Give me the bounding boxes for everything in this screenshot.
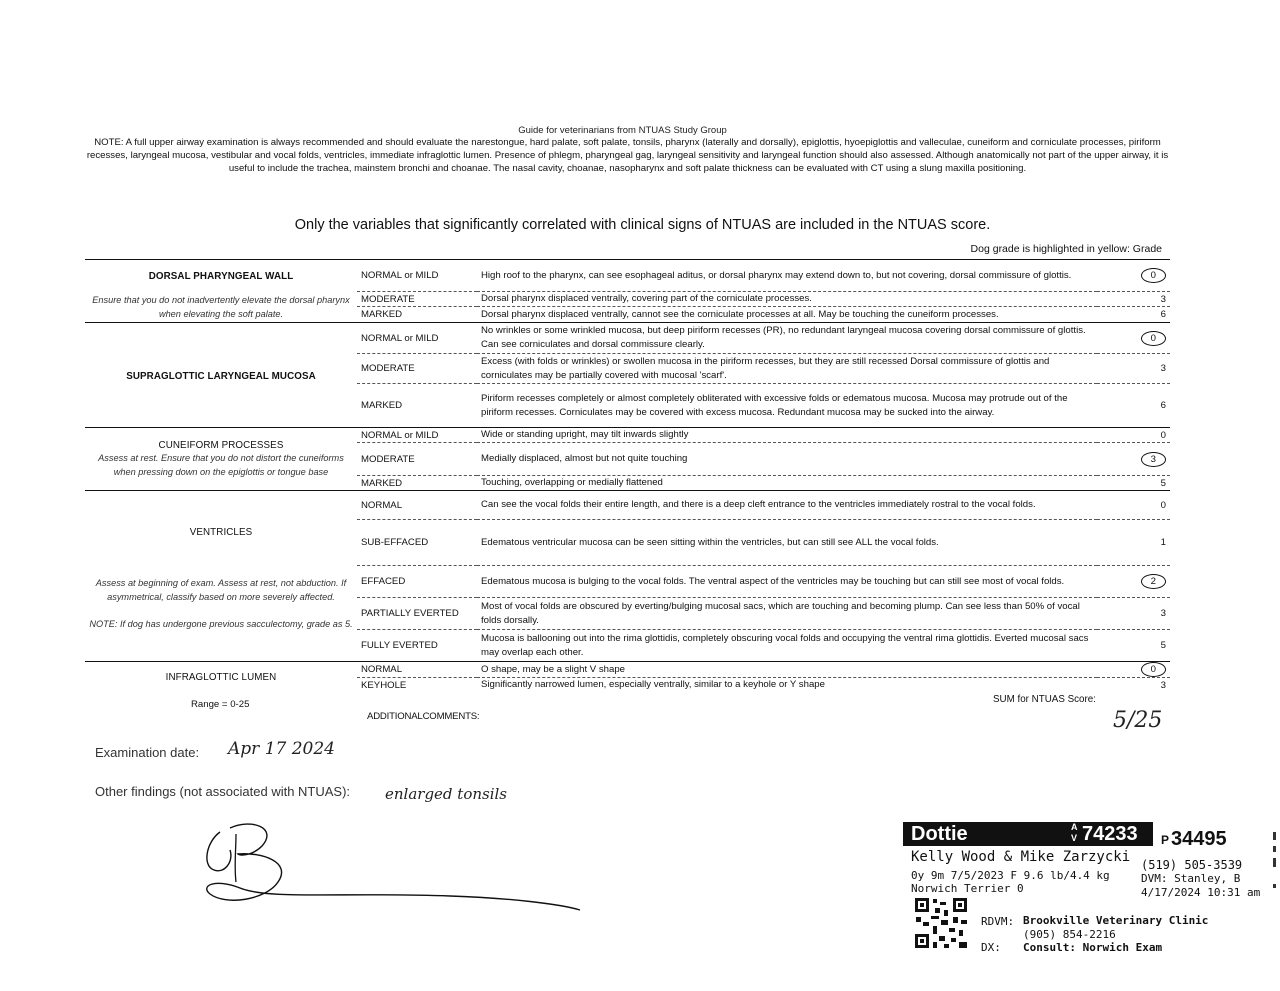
patient-label [903, 822, 1261, 962]
grade-value [1097, 260, 1170, 292]
owner-names: Kelly Wood & Mike Zarzycki [911, 849, 1131, 865]
account-marker-v: V [1071, 833, 1078, 843]
rdvm-clinic: Brookville Veterinary Clinic [1023, 914, 1209, 927]
table-row [85, 428, 1170, 443]
exam-date-value: Apr 17 2024 [228, 739, 335, 759]
attending-dvm: DVM: Stanley, B [1141, 872, 1241, 885]
severity-label: NORMAL or MILD [357, 323, 477, 354]
row-description: Piriform recesses completely or almost completely obliterated with excessive folds or edematous mucosa. Mucosa may protrude out of the piriform recesses. Corniculates may be covered with excess mucosa. Redundant mucosa may be sucked into the airway. [477, 384, 1097, 428]
row-description: Dorsal pharynx displaced ventrally, cannot see the corniculate processes at all. May be touching the cuneiform processes. [477, 307, 1097, 323]
account-number: 74233 [1082, 823, 1138, 845]
signature [200, 820, 590, 915]
row-description: No wrinkles or some wrinkled mucosa, but deep piriform recesses (PR), no redundant laryngeal mucosa covering dorsal commissure of glottis. Can see corniculates and dorsal commissure clearly. [477, 323, 1097, 354]
grade-value [1097, 443, 1170, 476]
row-description: Wide or standing upright, may tilt inwards slightly [477, 428, 1097, 443]
owner-phone: (519) 505-3539 [1141, 858, 1243, 872]
section-title: VENTRICLES [189, 527, 253, 538]
grade-value [1097, 566, 1170, 598]
section-title: DORSAL PHARYNGEAL WALL [148, 270, 294, 282]
patient-name: Dottie [911, 823, 968, 845]
severity-label: MARKED [357, 307, 477, 323]
grade-value: 3 [1097, 598, 1170, 630]
row-description: Most of vocal folds are obscured by everting/bulging mucosal sacs, which are touching and becoming plump. Can see less than 50% of vocal folds dorsally. [477, 598, 1097, 630]
section-title: CUNEIFORM PROCESSES [158, 439, 284, 451]
severity-label: SUB-EFFACED [357, 520, 477, 566]
severity-label: PARTIALLY EVERTED [357, 598, 477, 630]
grade-value: 6 [1097, 307, 1170, 323]
sum-score-value: 5/25 [1113, 708, 1163, 733]
ntuas-score-table [85, 259, 1170, 692]
consult-reason: Consult: Norwich Exam [1023, 941, 1163, 954]
age-dob-sex-weight: 0y 9m 7/5/2023 F 9.6 lb/4.4 kg [911, 869, 1110, 882]
circled-grade: 0 [1141, 331, 1166, 346]
severity-label: NORMAL [357, 491, 477, 520]
section-supraglottic-laryngeal-mucosa [85, 323, 357, 428]
circled-grade: 0 [1141, 268, 1166, 283]
severity-label: MODERATE [357, 443, 477, 476]
row-description: Excess (with folds or wrinkles) or swollen mucosa in the piriform recesses, but they are still recessed Dorsal commissure of glottis and corniculates may be partially covered with mucosal 'scarf'. [477, 354, 1097, 384]
row-description: Touching, overlapping or medially flattened [477, 476, 1097, 491]
severity-label: NORMAL or MILD [357, 428, 477, 443]
breed: Norwich Terrier 0 [911, 882, 1024, 895]
row-description: Significantly narrowed lumen, especially ventrally, similar to a keyhole or Y shape [477, 678, 1097, 693]
row-description: High roof to the pharynx, can see esophageal aditus, or dorsal pharynx may extend down to, but not covering, dorsal commissure of glottis. [477, 260, 1097, 292]
section-title: INFRAGLOTTIC LUMEN [165, 671, 277, 683]
row-description: Medially displaced, almost but not quite touching [477, 443, 1097, 476]
guide-title: Guide for veterinarians from NTUAS Study Group [518, 125, 727, 136]
table-row [85, 260, 1170, 292]
sum-score-label: SUM for NTUAS Score: [993, 694, 1096, 705]
section-dorsal-pharyngeal-wall [85, 260, 357, 323]
severity-label: NORMAL [357, 662, 477, 678]
row-description: O shape, may be a slight V shape [477, 662, 1097, 678]
section-note: Ensure that you do not inadvertently elevate the dorsal pharynx when elevating the soft palate. [92, 294, 350, 319]
table-row [85, 491, 1170, 520]
section-note: Assess at beginning of exam. Assess at rest, not abduction. If asymmetrical, classify based on more severely affected. [95, 578, 347, 602]
circled-grade: 3 [1141, 452, 1166, 467]
grade-value: 0 [1097, 491, 1170, 520]
edge-mark [1272, 832, 1278, 892]
rdvm-phone: (905) 854-2216 [1023, 928, 1116, 941]
exam-note: NOTE: A full upper airway examination is always recommended and should evaluate the narestongue, hard palate, soft palate, tonsils, pharynx (laterally and dorsally), epiglottis, hyoepiglottis and valleculae, cuneiform and corniculate processes, piriform recesses, laryngeal mucosa, vestibular and vocal folds, ventricles, immediate infraglottic lumen. Presence of phlegm, pharyngeal gag, laryngeal sensitivity and laryngeal function should also assessed. Although anatomically not part of the upper airway, it is useful to include the trachea, mainstem bronchi and choanae. The nasal cavity, choanae, nasopharynx and soft palate thickness can be evaluated with CT using a slung maxilla positioning. [86, 137, 1169, 174]
row-description: Dorsal pharynx displaced ventrally, covering part of the corniculate processes. [477, 292, 1097, 307]
grade-value [1097, 662, 1170, 678]
grade-value: 6 [1097, 384, 1170, 428]
dx-label: DX: [981, 941, 1001, 954]
severity-label: NORMAL or MILD [357, 260, 477, 292]
severity-label: MARKED [357, 384, 477, 428]
other-findings-value: enlarged tonsils [385, 785, 508, 803]
grade-value: 0 [1097, 428, 1170, 443]
grade-value: 5 [1097, 630, 1170, 662]
circled-grade: 0 [1141, 662, 1166, 677]
severity-label: KEYHOLE [357, 678, 477, 693]
other-findings-label: Other findings (not associated with NTUAS): [95, 784, 351, 799]
grade-value: 3 [1097, 354, 1170, 384]
grade-value: 3 [1097, 292, 1170, 307]
grade-column-header: Dog grade is highlighted in yellow: Grade [970, 243, 1162, 255]
qr-code [913, 896, 969, 950]
additional-comments-label: ADDITIONALCOMMENTS: [367, 711, 480, 722]
visit-datetime: 4/17/2024 10:31 am [1141, 886, 1261, 899]
section-note: Assess at rest. Ensure that you do not distort the cuneiforms when pressing down on the epiglottis or tongue base [98, 452, 344, 477]
severity-label: MARKED [357, 476, 477, 491]
patient-id: 34495 [1171, 828, 1227, 850]
table-row [85, 323, 1170, 354]
grade-value: 1 [1097, 520, 1170, 566]
section-note-sacculectomy: NOTE: If dog has undergone previous sacculectomy, grade as 5. [89, 619, 353, 629]
section-infraglottic-lumen [85, 662, 357, 693]
severity-label: MODERATE [357, 354, 477, 384]
account-marker-a: A [1071, 822, 1078, 832]
section-ventricles [85, 491, 357, 662]
score-variables-statement: Only the variables that significantly correlated with clinical signs of NTUAS are included in the NTUAS score. [294, 217, 991, 233]
section-cuneiform-processes [85, 428, 357, 491]
section-title: SUPRAGLOTTIC LARYNGEAL MUCOSA [126, 371, 316, 382]
patient-id-prefix: P [1161, 833, 1170, 847]
row-description: Edematous mucosa is bulging to the vocal folds. The ventral aspect of the ventricles may be touching but can still see most of vocal folds. [477, 566, 1097, 598]
grade-value [1097, 323, 1170, 354]
row-description: Edematous ventricular mucosa can be seen sitting within the ventricles, but can still see ALL the vocal folds. [477, 520, 1097, 566]
grade-value: 5 [1097, 476, 1170, 491]
row-description: Can see the vocal folds their entire length, and there is a deep cleft entrance to the ventricles immediately rostral to the vocal folds. [477, 491, 1097, 520]
score-range: Range = 0-25 [191, 699, 250, 710]
exam-date-label: Examination date: [95, 745, 200, 760]
circled-grade: 2 [1141, 574, 1166, 589]
severity-label: FULLY EVERTED [357, 630, 477, 662]
grade-value: 3 [1097, 678, 1170, 693]
rdvm-label: RDVM: [981, 915, 1015, 928]
account-type-marker [1071, 822, 1078, 844]
table-row [85, 662, 1170, 678]
row-description: Mucosa is ballooning out into the rima glottidis, completely obscuring vocal folds and occupying the ventral rima glottidis. Everted mucosal sacs may overlap each other. [477, 630, 1097, 662]
severity-label: EFFACED [357, 566, 477, 598]
severity-label: MODERATE [357, 292, 477, 307]
